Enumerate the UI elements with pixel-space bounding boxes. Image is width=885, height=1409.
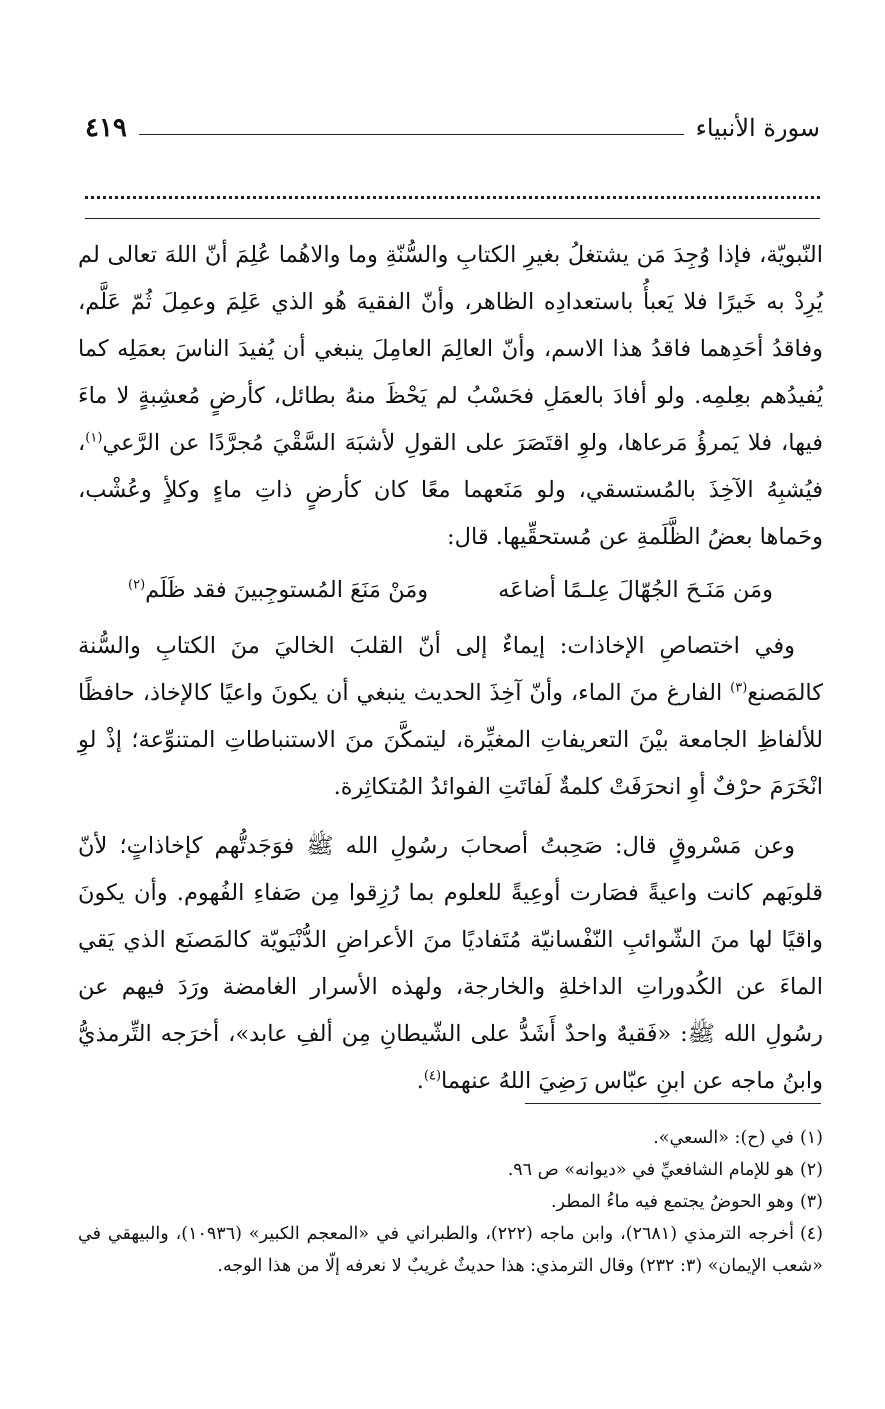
verse-first-hemistich: ومَن مَنَـحَ الجُهّالَ عِلـمًا أضاعَه xyxy=(498,577,773,603)
footnote-3 xyxy=(78,1186,823,1218)
footnote-1-mark: (١) xyxy=(799,1128,823,1148)
page-number: ٤١٩ xyxy=(85,113,127,143)
verse-second-hemistich xyxy=(128,565,428,615)
footnote-2-text: هو للإمام الشافعيِّ في «ديوانه» ص ٩٦. xyxy=(507,1160,794,1180)
paragraph-1 xyxy=(78,232,823,561)
footnote-ref-1: (١) xyxy=(85,430,103,446)
footnotes xyxy=(78,1122,823,1282)
paragraph-3-end: . xyxy=(416,1068,424,1094)
footnote-3-text: وهو الحوضُ يجتمع فيه ماءُ المطر. xyxy=(550,1192,794,1212)
footnote-ref-4: (٤) xyxy=(423,1068,442,1084)
poetry-verse xyxy=(78,565,823,615)
footnote-2-mark: (٢) xyxy=(799,1160,823,1180)
footnote-4 xyxy=(78,1218,823,1282)
paragraph-2-continuation: الفارغ منَ الماء، وأنّ آخِذَ الحديث ينبغي أن يكونَ واعيًا كالإخاذ، حافظًا للألفاظِ الجامعة بيْنَ التعريفاتِ المغيِّرة، ليتمكَّنَ منَ الاستنباطاتِ المتنوِّعة؛ إذْ لوِ انْخَرَمَ حرْفٌ أوِ انحرَفَتْ كلمةٌ لَفاتَتِ الفوائدُ المُتكاثِرة. xyxy=(78,680,823,800)
footnote-rule xyxy=(525,1103,821,1104)
paragraph-3 xyxy=(78,823,823,1105)
footnote-1 xyxy=(78,1122,823,1154)
surah-title: سورة الأنبياء xyxy=(695,114,820,142)
header-rule xyxy=(85,218,820,219)
paragraph-1-continuation: ، فيُشبِهُ الآخِذَ بالمُستسقي، ولو مَنَعهما معًا كان كأرضٍ ذاتِ ماءٍ وكلأٍ وعُشْب، وحَماها بعضُ الظَّلَمةِ عن مُستحقِّيها. قال: xyxy=(78,430,823,550)
footnote-ref-2: (٢) xyxy=(128,577,146,593)
paragraph-2 xyxy=(78,623,823,811)
footnote-2 xyxy=(78,1154,823,1186)
running-header xyxy=(85,108,820,148)
header-line xyxy=(139,134,684,135)
paragraph-2-text: وفي اختصاصِ الإخاذات: إيماءٌ إلى أنّ القلبَ الخاليَ منَ الكتابِ والسُّنة كالمَصنع xyxy=(78,633,823,706)
dotted-separator xyxy=(85,188,820,199)
footnote-ref-3: (٣) xyxy=(730,680,748,696)
verse-second-text: ومَنْ مَنَعَ المُستوجِبينَ فقد ظَلَم xyxy=(145,577,429,603)
footnote-1-text: في (ح): «السعي». xyxy=(653,1128,794,1148)
paragraph-gap xyxy=(78,811,823,823)
footnote-4-text: أخرجه الترمذي (٢٦٨١)، وابن ماجه (٢٢٢)، والطبراني في «المعجم الكبير» (١٠٩٣٦)، والبيهقي في «شعب الإيمان» (٣: ٢٣٢) وقال الترمذي: هذا حديثٌ غريبٌ لا نعرفه إلّا من هذا الوجه. xyxy=(78,1224,823,1276)
footnote-4-mark: (٤) xyxy=(799,1224,823,1244)
paragraph-3-text: وعن مَسْروقٍ قال: صَحِبتُ أصحابَ رسُولِ الله ﷺ فوَجَدتُّهم كإخاذاتٍ؛ لأنّ قلوبَهم كانت واعيةً فصَارت أوعِيةً للعلوم بما رُزِقوا مِن صَفاءِ الفُهوم. وأن يكونَ واقيًا لها منَ الشّوائبِ النّفْسانيّة مُتَفاديًا منَ الأعراضِ الدُّنْيَويّة كالمَصنَع الذي يَقي الماءَ عن الكُدوراتِ الداخلةِ والخارجة، ولهذه الأسرار الغامضة ورَدَ فيهم عن رسُولِ الله ﷺ: «فَقيهٌ واحدٌ أَشَدُّ على الشّيطانِ مِن ألفِ عابد»، أخرَجه التِّرمذيُّ وابنُ ماجه عن ابنِ عبّاس رَضِيَ اللهُ عنهما xyxy=(78,833,823,1094)
main-text xyxy=(78,232,823,1105)
paragraph-1-text: النّبويّة، فإذا وُجِدَ مَن يشتغلُ بغيرِ الكتابِ والسُّنّةِ وما والاهُما عُلِمَ أنّ اللهَ تعالى لم يُرِدْ به خَيرًا فلا يَعبأُ باستعدادِه الظاهر، وأنّ الفقيهَ هُو الذي عَلِمَ وعمِلَ ثُمّ عَلَّم، وفاقدُ أحَدِهما فاقدُ هذا الاسم، وأنّ العالِمَ العامِلَ ينبغي أن يُفيدَ الناسَ بعمَلِه كما يُفيدُهم بعِلمِه. ولو أفادَ بالعمَلِ فحَسْبُ لم يَحْظَ منهُ بطائل، كأرضٍ مُعشِبةٍ لا ماءَ فيها، فلا يَمرؤُ مَرعاها، ولوِ اقتَصَرَ على القولِ لأشبَهَ السَّقْيَ مُجرَّدًا عن الرَّعي xyxy=(78,242,823,456)
footnote-3-mark: (٣) xyxy=(799,1192,823,1212)
